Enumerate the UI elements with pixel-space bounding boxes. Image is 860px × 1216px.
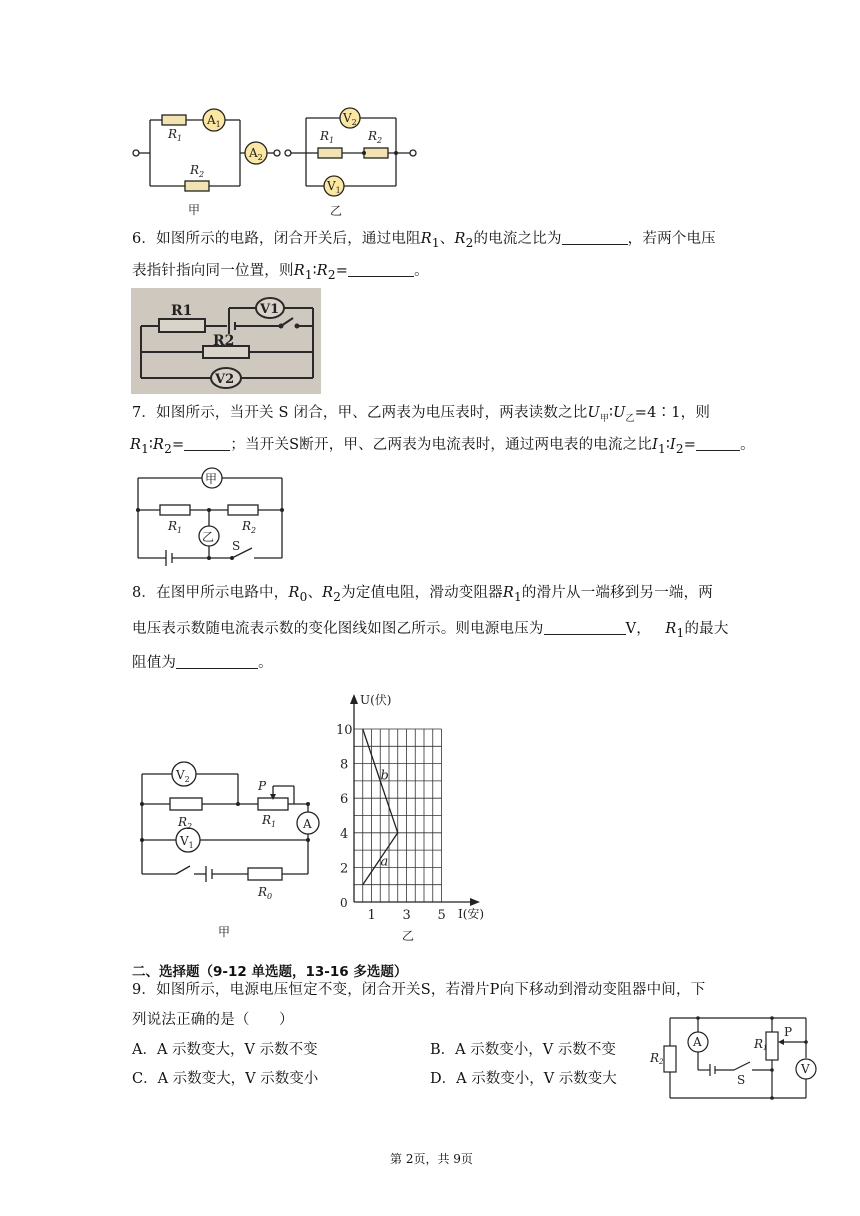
y-tick-label: 6: [340, 792, 349, 808]
q9-circuit: [646, 1012, 824, 1104]
svg-text:R2: R2: [213, 333, 235, 349]
q7-circuit: [128, 462, 293, 568]
svg-text:R2: $R_2$: [242, 519, 257, 535]
svg-text:R2: $R_2$: [178, 815, 193, 831]
q6-line-2: 表指针指向同一位置，则$R_1∶R_2=$ 。: [132, 263, 429, 282]
svg-text:V1: V1: [260, 302, 280, 317]
q8-line-1: 8．在图甲所示电路中，$R_0$、$R_2$为定值电阻，滑动变阻器$R_1$的滑片从一端移到另一端，两: [132, 585, 713, 604]
y-tick-label: 4: [340, 826, 349, 842]
q8-blank-2[interactable]: [176, 654, 258, 669]
svg-text:V2: $V_2$: [176, 768, 190, 784]
q7-blank-2[interactable]: [696, 436, 740, 451]
graph-origin: 0: [340, 896, 348, 910]
svg-text:R1: R1: [171, 303, 193, 319]
q9-option-c[interactable]: C．A 示数变大，V 示数变小: [132, 1071, 319, 1087]
q8-graph-yi: [336, 690, 506, 946]
q9-option-b[interactable]: B．A 示数变小，V 示数不变: [430, 1042, 616, 1058]
q9-line-2: 列说法正确的是（ ）: [132, 1012, 294, 1028]
q9-line-1: 9．如图所示，电源电压恒定不变，闭合开关S，若滑片P向下移动到滑动变阻器中间，下: [132, 982, 706, 998]
q8-circuit-jia: [132, 756, 332, 946]
graph-ylabel: U(伏): [360, 693, 392, 707]
q7-line-2: $R_1∶R_2=$ ；当开关S断开，甲、乙两表为电流表时，通过两电表的电流之比$I_1∶I_2=$ 。: [130, 437, 755, 456]
fig5-yi-caption: 乙: [330, 204, 343, 218]
svg-text:乙: 乙: [202, 530, 215, 544]
svg-text:V2: $V_2$: [343, 111, 357, 127]
q9-option-a[interactable]: A．A 示数变大，V 示数不变: [132, 1042, 318, 1058]
y-tick-label: 2: [340, 861, 349, 877]
svg-text:R1: R1: [754, 1037, 768, 1052]
q6-blank-2[interactable]: [348, 262, 414, 277]
graph-xlabel: I(安): [458, 907, 485, 921]
x-tick-label: 5: [437, 908, 446, 923]
svg-text:V: V: [801, 1062, 810, 1076]
svg-text:R1: $R_1$: [168, 519, 183, 535]
svg-text:R2: $R_2$: [368, 129, 383, 145]
q8-yi-caption: 乙: [402, 929, 415, 943]
x-tick-label: 1: [367, 908, 376, 923]
figure-5-circuits: [128, 98, 428, 223]
svg-text:R1: $R_1$: [320, 129, 335, 145]
q6-line-1: 6．如图所示的电路，闭合开关后，通过电阻$R_1$、$R_2$的电流之比为 ，若两个电压: [132, 231, 716, 250]
section-2-title: 二、选择题（9-12 单选题，13-16 多选题）: [132, 964, 408, 980]
svg-text:S: S: [232, 539, 241, 553]
svg-text:A: A: [303, 817, 312, 831]
svg-text:R2: R2: [650, 1051, 664, 1066]
q8-jia-caption: 甲: [218, 925, 231, 939]
svg-text:R2: $R_2$: [190, 163, 205, 179]
svg-text:P: P: [784, 1025, 793, 1039]
y-tick-label: 8: [340, 757, 349, 773]
series-label-b: b: [380, 768, 389, 784]
svg-text:R1: $R_1$: [262, 813, 277, 829]
q8-line-3: 阻值为 。: [132, 655, 273, 671]
svg-text:A: A: [693, 1035, 702, 1049]
svg-text:V1: $V_1$: [327, 179, 341, 195]
q7-line-1: 7．如图所示，当开关 S 闭合，甲、乙两表为电压表时，两表读数之比$U_甲∶U_乙=4∶1$，则: [132, 405, 711, 424]
svg-text:V2: V2: [215, 372, 235, 387]
graph-grid: [354, 729, 442, 902]
q7-blank-1[interactable]: [184, 436, 230, 451]
fig5-jia-caption: 甲: [188, 203, 201, 217]
page-footer: 第 2页，共 9页: [390, 1152, 473, 1166]
series-label-a: a: [380, 854, 389, 870]
graph-ticks: [336, 723, 446, 923]
svg-text:V1: $V_1$: [180, 834, 194, 850]
svg-text:R0: $R_0$: [258, 885, 273, 901]
q6-circuit-photo: [131, 288, 321, 394]
svg-text:甲: 甲: [205, 472, 218, 486]
svg-text:R1: $R_1$: [168, 127, 183, 143]
svg-text:A1: $A_1$: [207, 113, 221, 129]
q8-blank-1[interactable]: [544, 620, 626, 635]
svg-text:A2: $A_2$: [249, 146, 263, 162]
svg-text:S: S: [737, 1073, 746, 1087]
q8-line-2: 电压表示数随电流表示数的变化图线如图乙所示。则电源电压为 V， $R_1$的最大: [132, 621, 729, 640]
x-tick-label: 3: [402, 908, 411, 923]
q6-blank-1[interactable]: [562, 230, 628, 245]
q9-option-d[interactable]: D．A 示数变小，V 示数变大: [430, 1071, 617, 1087]
svg-text:P: P: [258, 779, 267, 793]
y-tick-label: 10: [336, 723, 353, 738]
